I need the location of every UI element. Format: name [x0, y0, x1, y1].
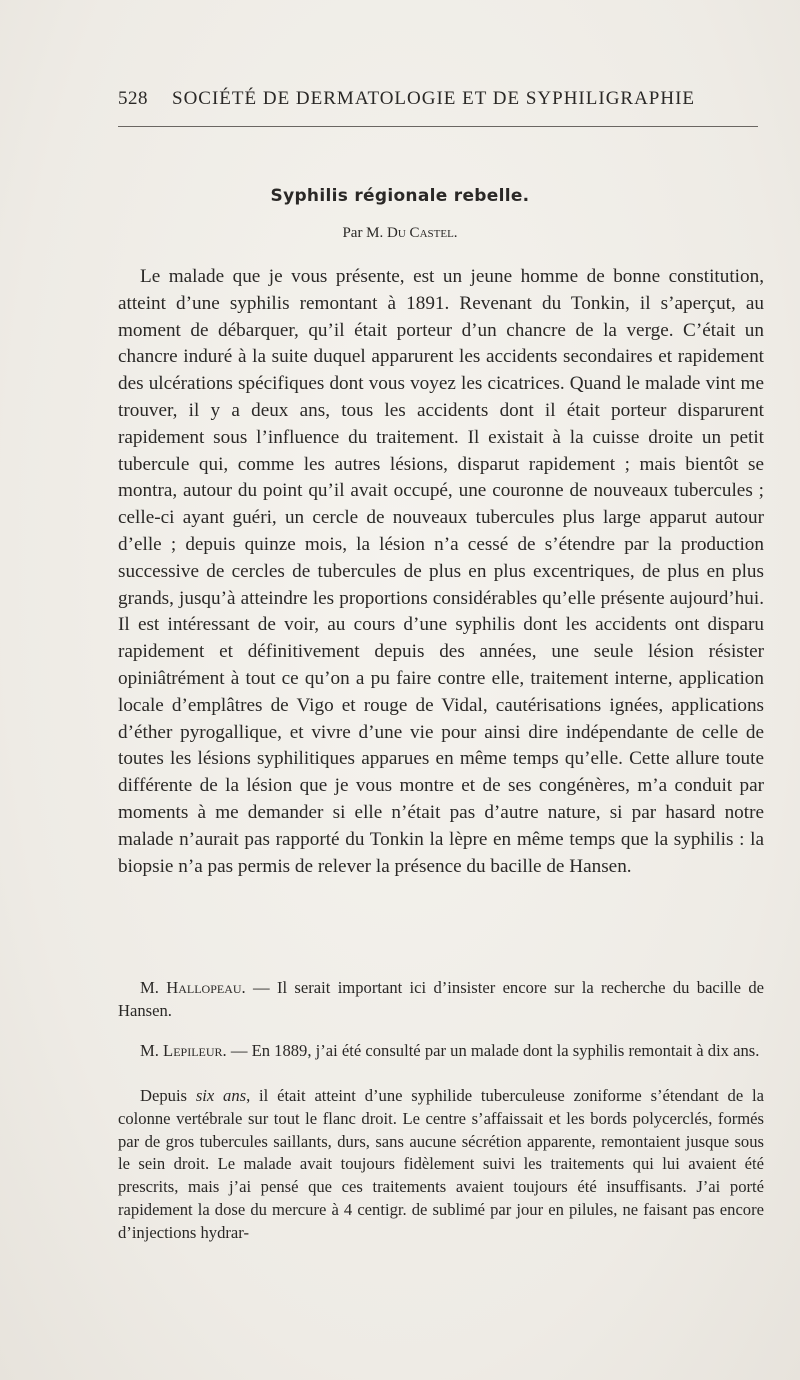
byline-prefix: Par M.	[342, 225, 384, 241]
header-rule	[118, 126, 758, 127]
byline-author: Du Castel.	[387, 225, 458, 241]
running-title: SOCIÉTÉ DE DERMATOLOGIE ET DE SYPHILIGRAPHIE	[172, 88, 696, 109]
paragraph-hallopeau	[118, 976, 764, 1023]
paragraph-du-castel	[118, 264, 764, 880]
paragraph-text: , il était atteint d’une syphilide tuberculeuse zoniforme s’étendant de la colonne vertébrale sur tout le flanc droit. Le centre s’affaissait et les bords polycerclés, formés par de gros tubercules saillants, durs, sans aucune sécrétion apparente, remontaient jusque sous le sein droit. Le malade avait toujours fidèlement suivi les traitements qui lui avaient été prescrits, mais j’ai pensé que ces traitements avaient toujours été insuffisants. J’ai porté rapidement la dose du mercure à 4 centigr. de sublimé par jour en pilules, ne faisant pas encore d’injections hydrar-	[118, 1086, 764, 1242]
running-header	[118, 88, 764, 110]
page-number: 528	[118, 88, 148, 109]
byline	[0, 225, 800, 242]
paragraph-lepileur-continued	[118, 1085, 764, 1245]
paragraph-text: — En 1889, j’ai été consulté par un malade dont la syphilis remontait à dix ans.	[226, 1041, 760, 1060]
paragraph-text: Le malade que je vous présente, est un jeune homme de bonne constitution, atteint d’une syphilis remontant à 1891. Revenant du Tonkin, il s’aperçut, au moment de débarquer, qu’il était porteur d’un chancre de la verge. C’était un chancre induré à la suite duquel apparurent les accidents secondaires et rapidement des ulcérations spécifiques dont vous voyez les cicatrices. Quand le malade vint me trouver, il y a deux ans, tous les accidents dont il était porteur disparurent rapidement sous l’influence du traitement. Il existait à la cuisse droite un petit tubercule qui, comme les autres lésions, disparut rapidement ; mais bientôt se montra, autour du point qu’il avait occupé, une couronne de nouveaux tubercules ; celle-ci ayant guéri, un cercle de nouveaux tubercules plus large apparut autour d’elle ; depuis quinze mois, la lésion n’a cessé de s’étendre par la production successive de cercles de tubercules de plus en plus excentriques, de plus en plus grands, jusqu’à atteindre les proportions considérables qu’elle présente aujourd’hui. Il est intéressant de voir, au cours d’une syphilis dont les accidents ont disparu rapidement et définitivement depuis des années, une seule lésion résister opiniâtrément à tout ce qu’on a pu faire contre elle, traitement interne, application locale d’emplâtres de Vigo et rouge de Vidal, cautérisations ignées, applications d’éther pyrogallique, et vivre d’une vie pour ainsi dire indépendante de celle de toutes les lésions syphilitiques apparues en même temps qu’elle. Cette allure toute différente de la lésion que je vous montre et de ses congénères, m’a conduit par moments à me demander si elle n’était pas d’autre nature, si par hasard notre malade n’aurait pas rapporté du Tonkin la lèpre en même temps que la syphilis : la biopsie n’a pas permis de relever la présence du bacille de Hansen.	[118, 266, 764, 877]
speaker-name: M. Hallopeau.	[140, 978, 246, 997]
emphasis-text: six ans	[195, 1086, 247, 1105]
paragraph-start: Depuis	[140, 1086, 196, 1105]
paragraph-lepileur	[118, 1040, 764, 1063]
article-title: Syphilis régionale rebelle.	[270, 186, 530, 206]
speaker-name: M. Lepileur.	[140, 1041, 227, 1060]
paragraph-text: — Il serait important ici d’insister encore sur la recherche du bacille de Hansen.	[118, 978, 764, 1021]
